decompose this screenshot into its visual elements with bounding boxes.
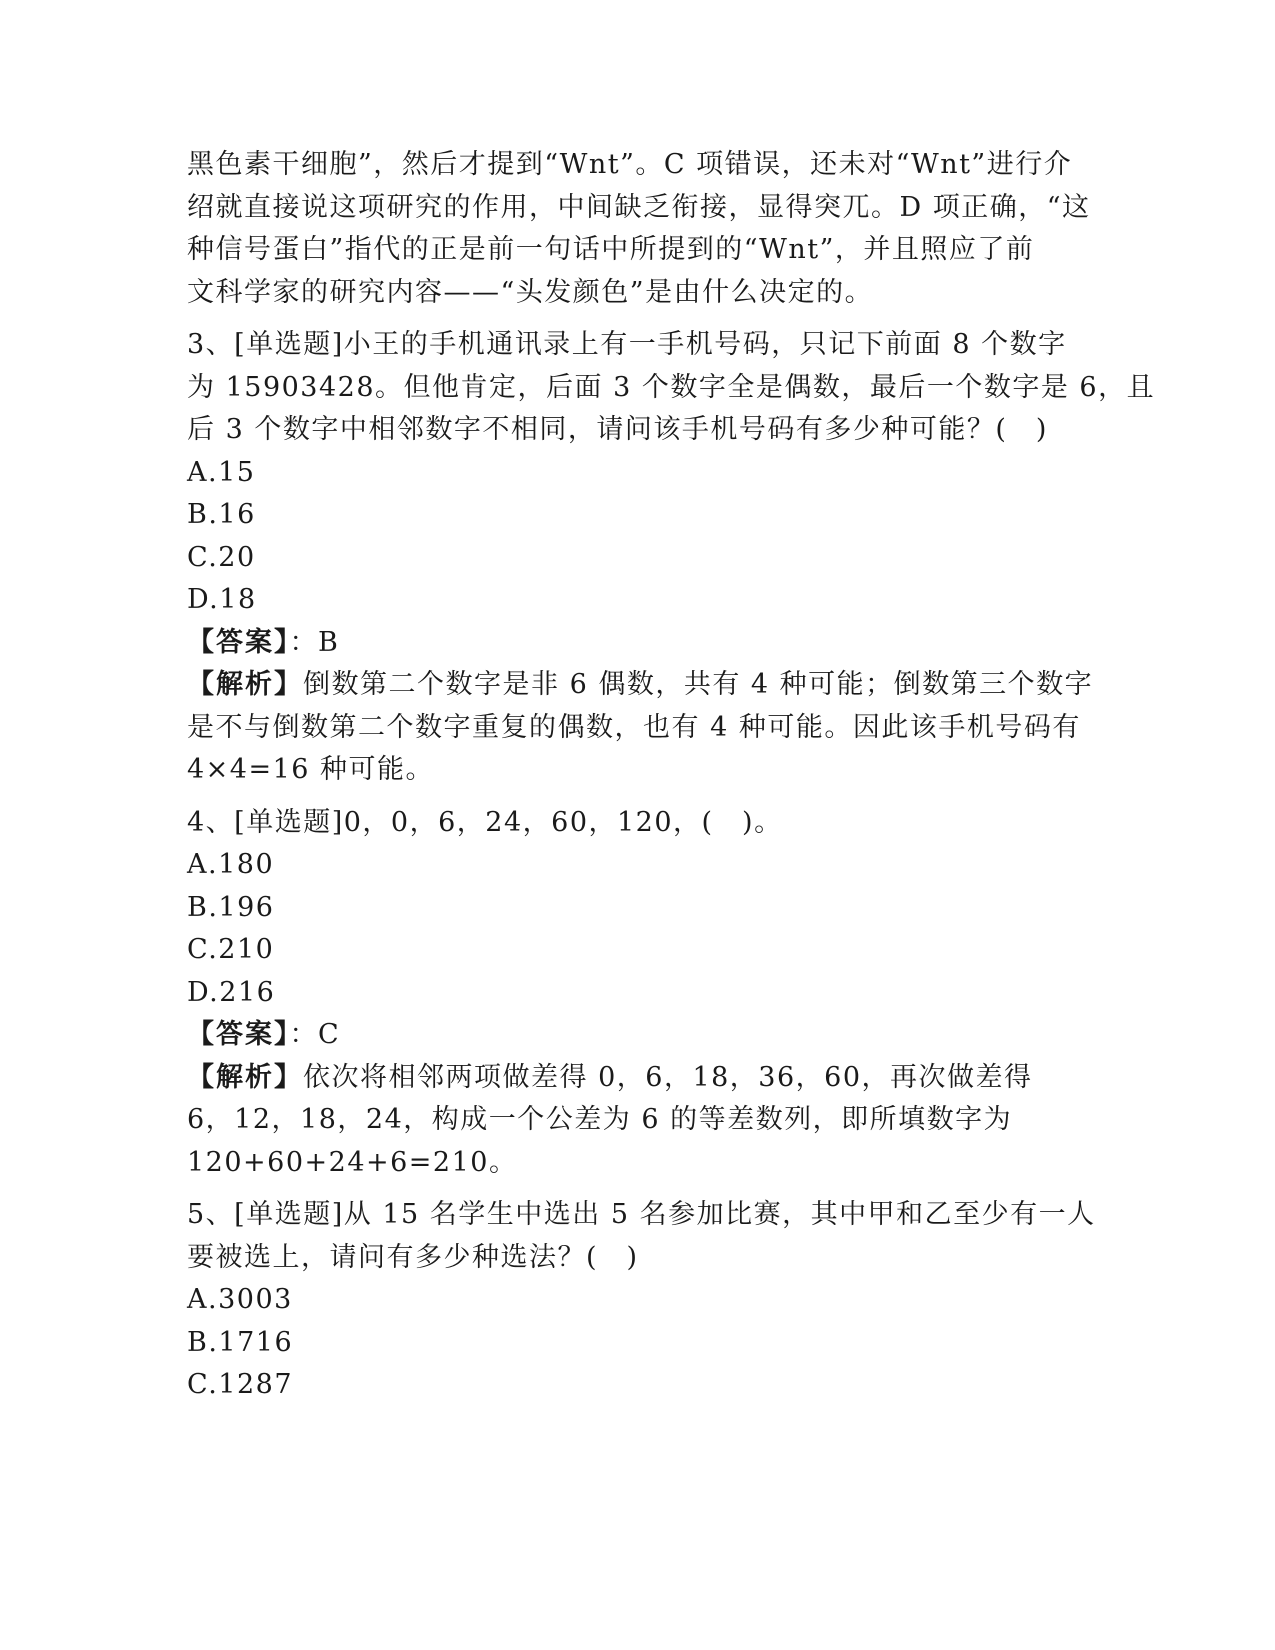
text-line: 4、[单选题]0，0，6，24，60，120，( )。 [187, 806, 783, 838]
analysis-line: 120+60+24+6=210。 [187, 1146, 518, 1178]
analysis-line: 是不与倒数第二个数字重复的偶数，也有 4 种可能。因此该手机号码有 [187, 711, 1081, 743]
option-d: D.216 [187, 976, 276, 1008]
text-line: 5、[单选题]从 15 名学生中选出 5 名参加比赛，其中甲和乙至少有一人 [187, 1199, 1096, 1230]
answer-value: ：B [289, 626, 340, 658]
document-body [187, 144, 1156, 1417]
analysis-tag: 【解析】 [187, 669, 303, 700]
question-stem [187, 802, 1087, 845]
analysis-text: 依次将相邻两项做差得 0，6，18，36，60，再次做差得 [303, 1061, 1033, 1093]
answer-line [187, 622, 1087, 665]
question-3 [187, 324, 1156, 792]
answer-line [187, 1014, 1087, 1057]
option-c: C.1287 [187, 1369, 293, 1400]
answer-tag: 【答案】 [187, 626, 290, 658]
analysis-line [187, 664, 1094, 707]
question-stem [187, 324, 1156, 452]
option-c: C.20 [187, 541, 256, 573]
option-c: C.210 [187, 934, 275, 965]
question-5 [187, 1194, 1096, 1407]
question-4 [187, 802, 1087, 1185]
option-a: A.15 [187, 456, 256, 488]
text-line: 黑色素干细胞”，然后才提到“Wnt”。C 项错误，还未对“Wnt”进行介 [187, 149, 1073, 180]
option-b: B.196 [187, 891, 275, 923]
analysis-text: 倒数第二个数字是非 6 偶数，共有 4 种可能；倒数第三个数字 [303, 669, 1094, 700]
text-line: 为 15903428。但他肯定，后面 3 个数字全是偶数，最后一个数字是 6，且 [187, 371, 1156, 403]
analysis-continuation [187, 144, 1091, 314]
text-line: 3、[单选题]小王的手机通讯录上有一手机号码，只记下前面 8 个数字 [187, 329, 1067, 360]
answer-tag: 【答案】 [187, 1019, 290, 1050]
option-b: B.16 [187, 499, 256, 530]
text-line: 要被选上，请问有多少种选法？( ) [187, 1241, 639, 1273]
text-line: 绍就直接说这项研究的作用，中间缺乏衔接，显得突兀。D 项正确，“这 [187, 191, 1091, 223]
analysis-line: 4×4=16 种可能。 [187, 754, 435, 785]
analysis-tag: 【解析】 [187, 1061, 303, 1093]
option-b: B.1716 [187, 1326, 294, 1358]
analysis-line [187, 1057, 1087, 1100]
text-line: 后 3 个数字中相邻数字不相同，请问该手机号码有多少种可能？( ) [187, 414, 1048, 445]
answer-value: ：C [289, 1019, 341, 1050]
text-line: 种信号蛋白”指代的正是前一句话中所提到的“Wnt”，并且照应了前 [187, 234, 1035, 265]
option-d: D.18 [187, 584, 257, 615]
analysis-block [187, 1057, 1087, 1185]
option-a: A.3003 [187, 1284, 293, 1315]
analysis-line: 6，12，18，24，构成一个公差为 6 的等差数列，即所填数字为 [187, 1104, 1013, 1135]
question-stem [187, 1194, 1096, 1279]
text-line: 文科学家的研究内容——“头发颜色”是由什么决定的。 [187, 276, 874, 308]
analysis-block [187, 664, 1094, 792]
option-a: A.180 [187, 849, 275, 880]
